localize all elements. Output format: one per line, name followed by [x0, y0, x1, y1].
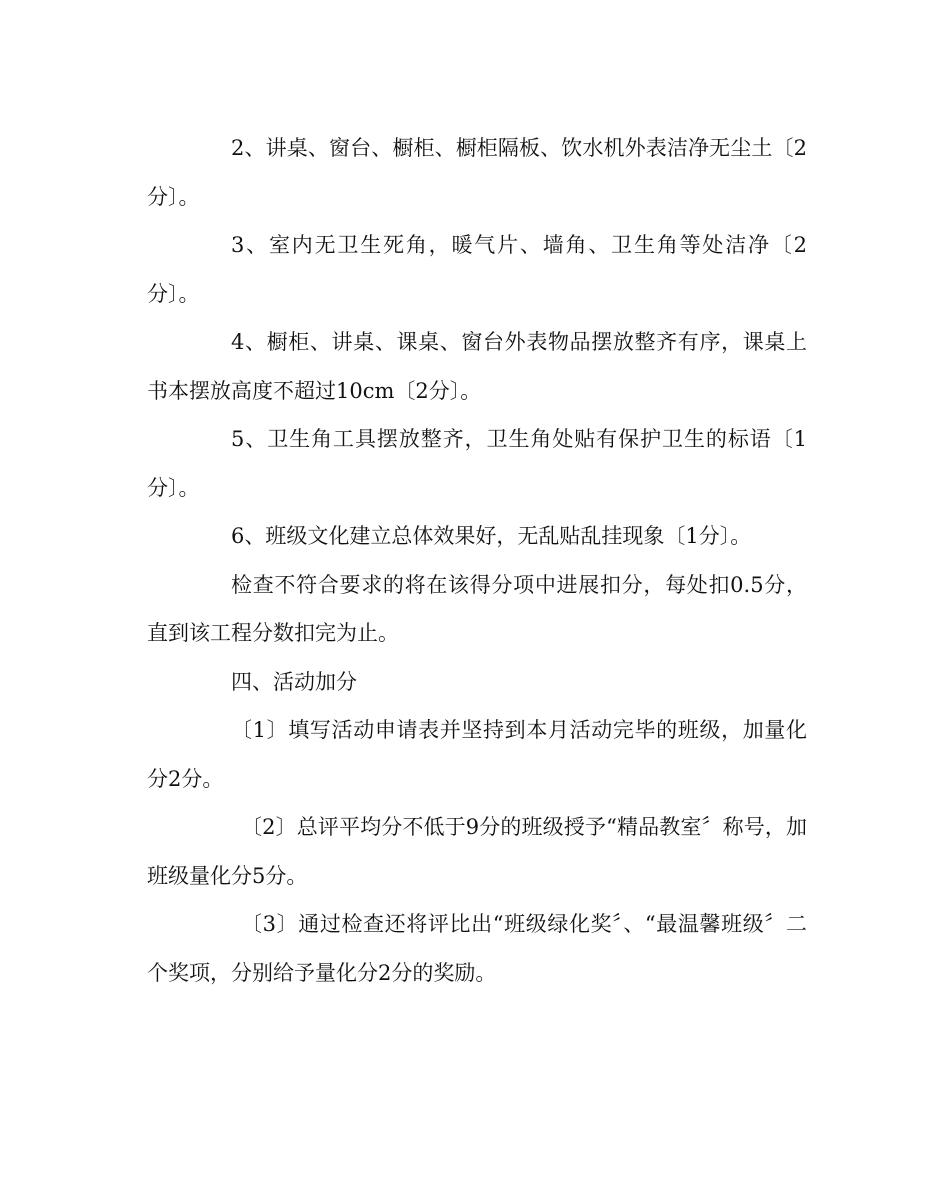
document-body — [147, 124, 807, 997]
paragraph-bonus-1: 〔1〕填写活动申请表并坚持到本月活动完毕的班级，加量化分2分。 — [147, 718, 807, 791]
paragraph-item-3: 3、室内无卫生死角，暖气片、墙角、卫生角等处洁净〔2分〕。 — [147, 233, 807, 306]
paragraph-item-4: 4、橱柜、讲桌、课桌、窗台外表物品摆放整齐有序，课桌上书本摆放高度不超过10cm〔2分〕。 — [147, 330, 807, 403]
paragraph-deduction-rule: 检查不符合要求的将在该得分项中进展扣分，每处扣0.5分，直到该工程分数扣完为止。 — [147, 572, 807, 645]
paragraph-bonus-2: 〔2〕总评平均分不低于9分的班级授予“精品教室〞称号，加班级量化分5分。 — [147, 815, 807, 888]
paragraph-bonus-3: 〔3〕通过检查还将评比出“班级绿化奖〞、“最温馨班级〞二个奖项，分别给予量化分2分的奖励。 — [147, 912, 807, 985]
section-heading-activity-bonus: 四、活动加分 — [231, 669, 357, 694]
paragraph-item-2: 2、讲桌、窗台、橱柜、橱柜隔板、饮水机外表洁净无尘土〔2分〕。 — [147, 136, 807, 209]
paragraph-item-6: 6、班级文化建立总体效果好，无乱贴乱挂现象〔1分〕。 — [231, 524, 752, 548]
paragraph-item-5: 5、卫生角工具摆放整齐，卫生角处贴有保护卫生的标语〔1分〕。 — [147, 427, 807, 500]
